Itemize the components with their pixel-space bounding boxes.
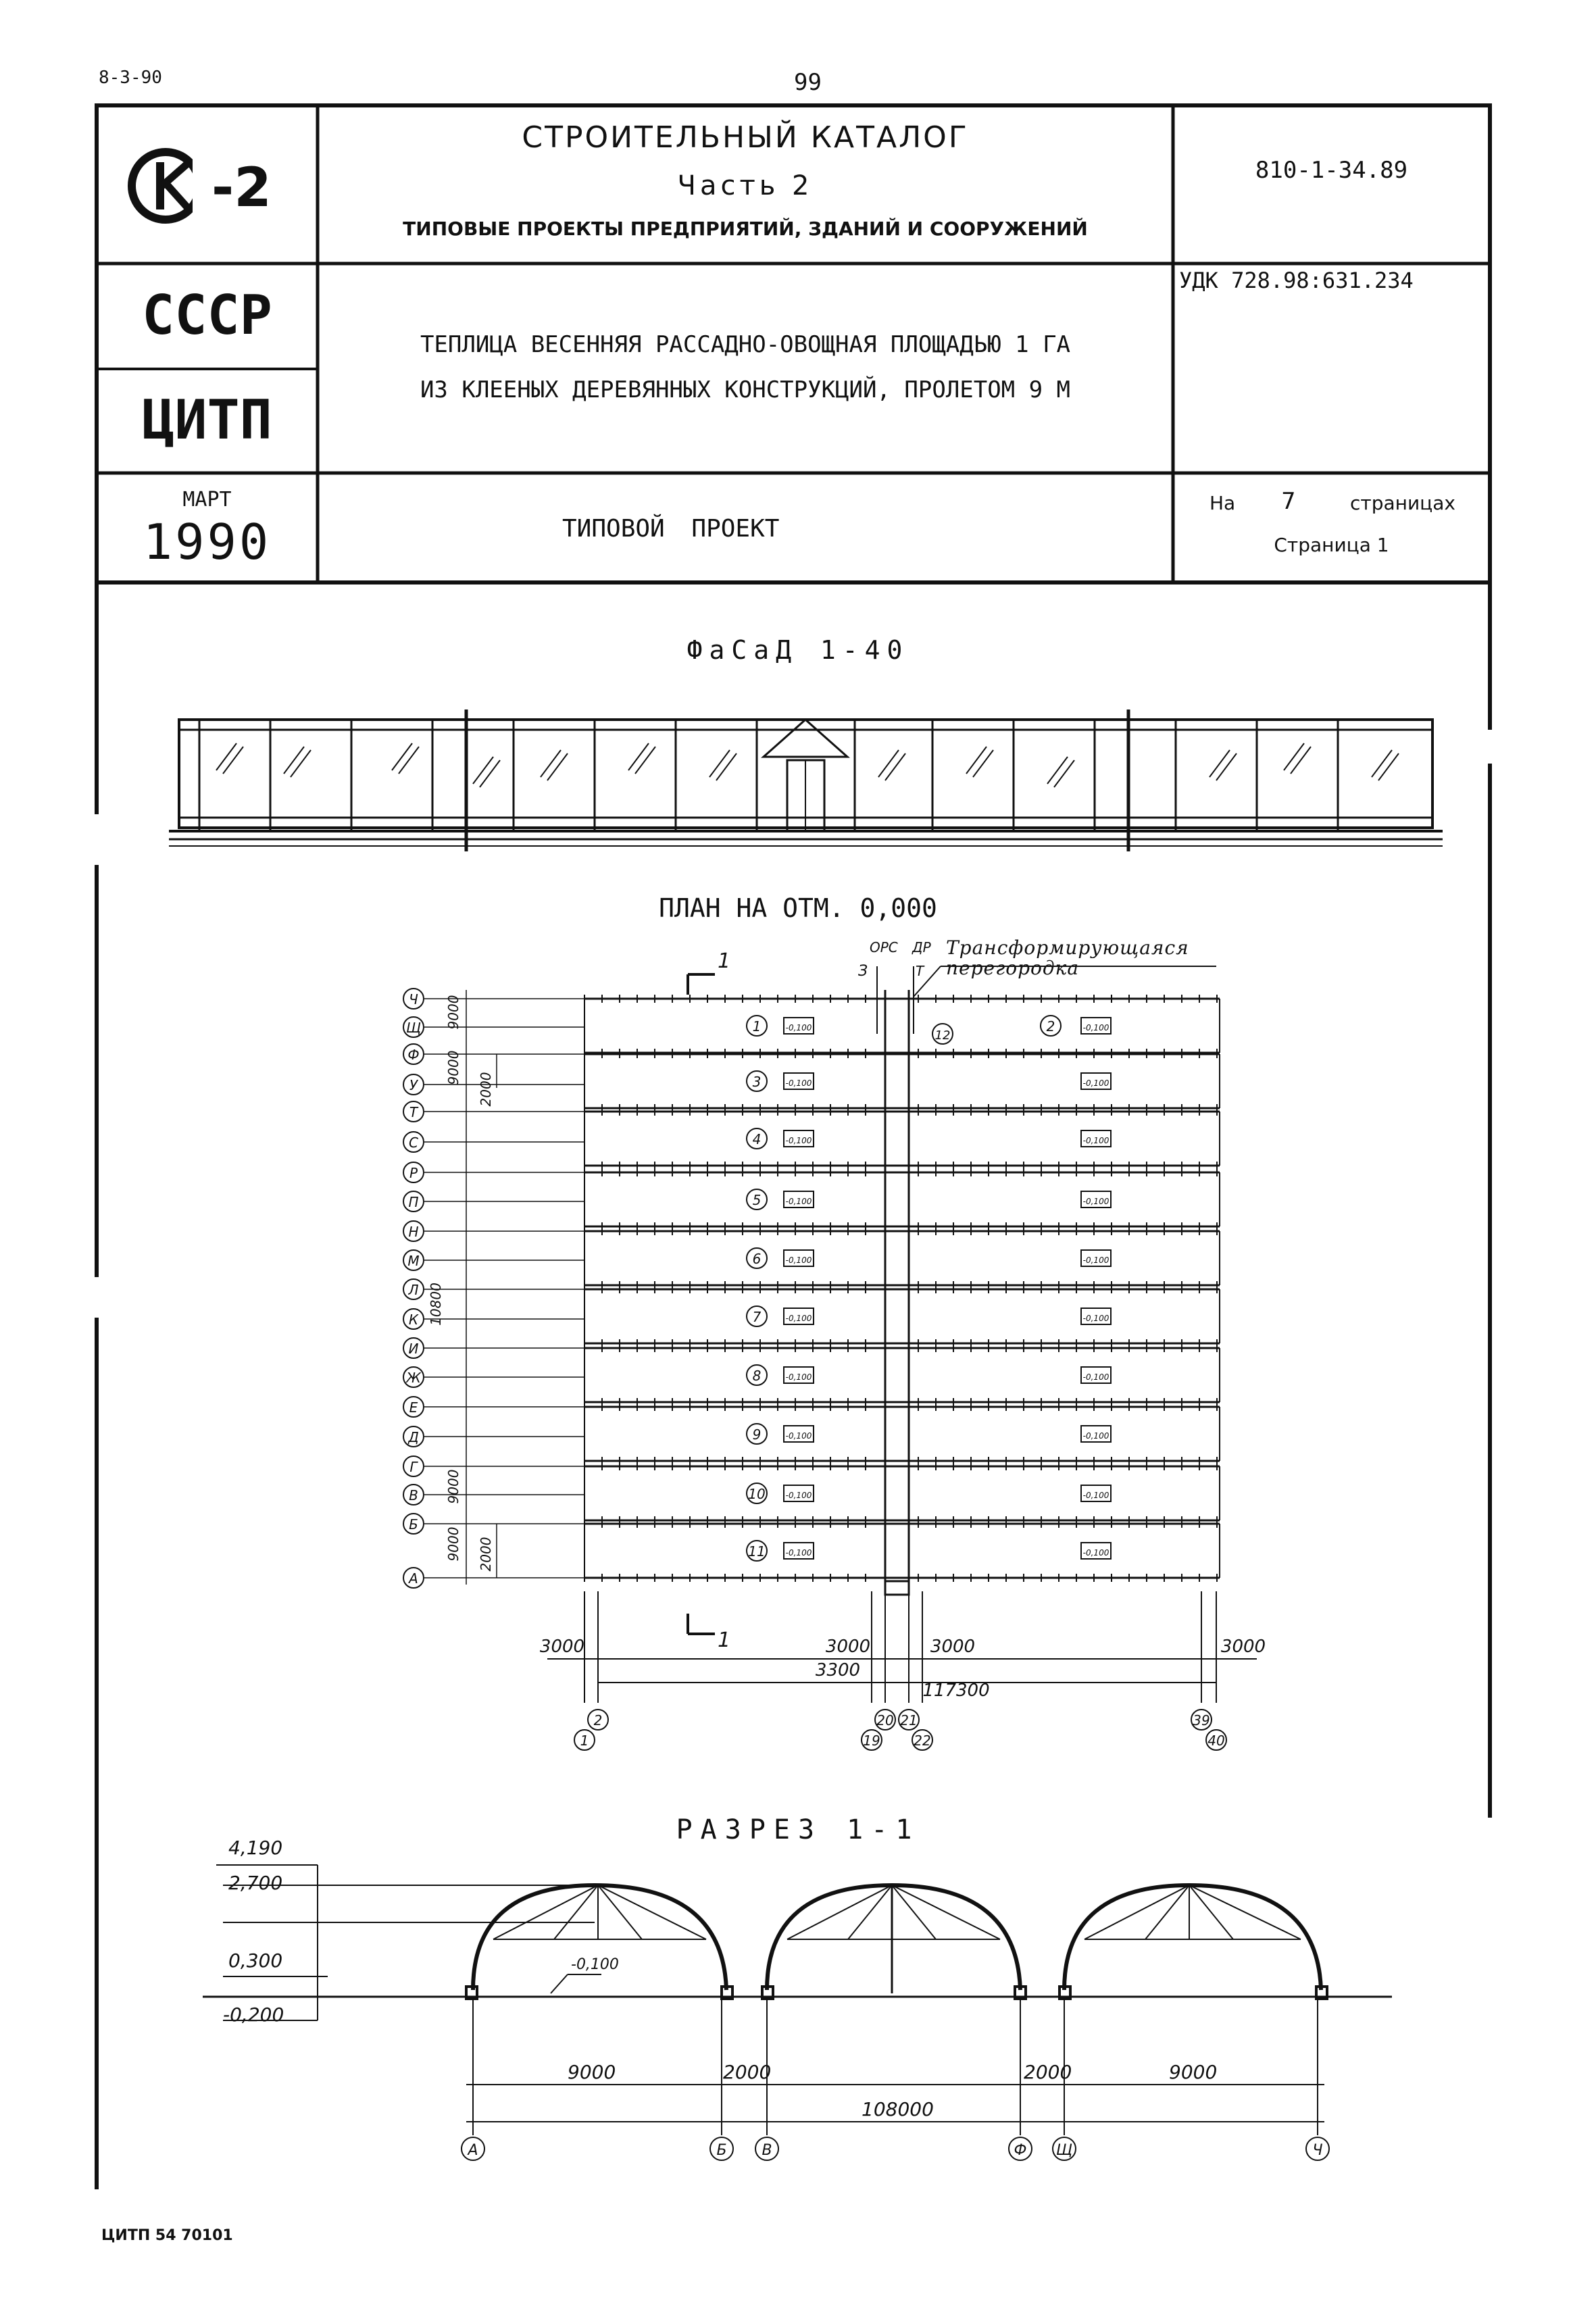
axis-label: К	[408, 1312, 419, 1328]
room-level: -0,100	[785, 1491, 812, 1500]
axis-label: 39	[1193, 1712, 1210, 1728]
floor-level: -0,100	[571, 1956, 619, 1973]
top-label-ors: ОРС	[870, 939, 898, 955]
axis-label: Ж	[406, 1370, 421, 1386]
udk-code: УДК 728.98:631.234	[1179, 268, 1414, 293]
axis-label: С	[409, 1135, 418, 1151]
room-level: -0,100	[1082, 1078, 1109, 1088]
axis-label: 19	[863, 1733, 880, 1749]
date-month: МАРТ	[182, 488, 232, 512]
room-number: 8	[752, 1368, 762, 1384]
section-title: РАЗРЕЗ 1-1	[676, 1814, 920, 1845]
corner-code: 8-3-90	[99, 68, 162, 88]
pages-suffix: страницах	[1350, 492, 1455, 514]
plan-dim-left: 9000	[445, 1050, 462, 1085]
axis-label: 21	[900, 1712, 918, 1728]
section-dim-4: 9000	[1169, 2061, 1218, 2083]
plan-dim-left: 10800	[428, 1283, 444, 1326]
axis-label: Т	[409, 1104, 418, 1120]
axis-label: Б	[716, 2142, 727, 2159]
axis-label: Д	[408, 1429, 419, 1445]
axis-label: В	[409, 1487, 418, 1503]
room-level: -0,100	[785, 1136, 812, 1145]
axis-label: И	[408, 1341, 419, 1357]
room-level: -0,100	[1082, 1372, 1109, 1382]
room-level: -0,100	[1082, 1491, 1109, 1500]
axis-label: 40	[1207, 1733, 1225, 1749]
room-level: -0,100	[1082, 1023, 1109, 1032]
project-code: 810-1-34.89	[1255, 157, 1408, 184]
room-number: 3	[752, 1074, 762, 1090]
institute-label: ЦИТП	[142, 389, 272, 451]
plan-dim-left: 2000	[478, 1072, 494, 1107]
top-label-dr: ДР	[912, 939, 931, 955]
axis-label: Е	[409, 1399, 418, 1416]
svg-text:-2: -2	[211, 156, 272, 219]
room-level: -0,100	[785, 1255, 812, 1265]
room-level: -0,100	[785, 1023, 812, 1032]
section-dim-1: 9000	[568, 2061, 616, 2083]
plan-dim-bottom: 3000	[930, 1637, 976, 1657]
catalog-subtitle: ТИПОВЫЕ ПРОЕКТЫ ПРЕДПРИЯТИЙ, ЗДАНИЙ И СООРУЖЕНИЙ	[403, 218, 1088, 240]
room-number: 2	[1046, 1018, 1055, 1035]
axis-label: Щ	[1055, 2142, 1073, 2159]
plan-dim-bottom: 3300	[815, 1660, 861, 1681]
room-number: 7	[752, 1309, 762, 1325]
axis-label: А	[468, 2142, 478, 2159]
room-number: 10	[748, 1486, 766, 1502]
country-label: СССР	[142, 284, 272, 347]
section-dim-2: 2000	[723, 2061, 772, 2083]
axis-label: 2	[593, 1712, 603, 1728]
plan-dim-left: 9000	[445, 1526, 462, 1562]
room-number: 5	[752, 1192, 762, 1208]
current-page: Страница 1	[1274, 534, 1389, 556]
axis-label: У	[409, 1077, 418, 1093]
room-level: -0,100	[1082, 1197, 1109, 1206]
room-level: -0,100	[785, 1078, 812, 1088]
axis-label: 20	[876, 1712, 894, 1728]
top-label-t: Т	[916, 963, 924, 979]
pages-prefix: На	[1210, 492, 1236, 514]
section-mark-bottom: 1	[718, 1628, 731, 1652]
plan-dim-left: 9000	[445, 995, 462, 1030]
date-year: 1990	[143, 514, 272, 570]
project-title-line1: ТЕПЛИЦА ВЕСЕННЯЯ РАССАДНО-ОВОЩНАЯ ПЛОЩАДЬЮ 1 ГА	[420, 331, 1071, 358]
level-4190: 4,190	[228, 1837, 283, 1859]
axis-label: Ф	[407, 1047, 420, 1063]
room-level: -0,100	[785, 1372, 812, 1382]
room-number: 4	[752, 1131, 762, 1147]
axis-label: В	[762, 2142, 772, 2159]
plan-note: Трансформирующаяся перегородка	[946, 937, 1189, 979]
room-level: -0,100	[1082, 1255, 1109, 1265]
plan-dim-bottom: 3000	[825, 1637, 871, 1657]
room-number: 1	[752, 1018, 762, 1035]
level-minus-0200: -0,200	[223, 2003, 284, 2026]
pages-count: 7	[1281, 488, 1296, 515]
room-level: -0,100	[785, 1197, 812, 1206]
axis-label: М	[407, 1253, 420, 1269]
room-level: -0,100	[1082, 1136, 1109, 1145]
catalog-part: Часть 2	[677, 170, 814, 201]
room-level: -0,100	[1082, 1314, 1109, 1323]
plan-title: ПЛАН НА ОТМ. 0,000	[659, 893, 937, 923]
project-title-line2: ИЗ КЛЕЕНЫХ ДЕРЕВЯННЫХ КОНСТРУКЦИЙ, ПРОЛЕТОМ 9 М	[420, 376, 1071, 403]
room-level: -0,100	[1082, 1431, 1109, 1441]
footer-code: ЦИТП 54 70101	[101, 2227, 233, 2244]
axis-label: 1	[580, 1733, 589, 1749]
room-number: 11	[748, 1543, 766, 1560]
axis-label: Н	[408, 1224, 419, 1240]
axis-label: 22	[914, 1733, 931, 1749]
top-label-z: З	[858, 963, 868, 980]
doc-type: ТИПОВОЙ ПРОЕКТ	[562, 515, 780, 543]
axis-label: Ч	[409, 991, 418, 1007]
facade-title: ФаСаД 1-40	[687, 635, 909, 665]
axis-label: П	[408, 1194, 419, 1210]
plan-dim-bottom: 3000	[539, 1637, 585, 1657]
axis-label: Г	[409, 1459, 418, 1475]
plan-dim-left: 9000	[445, 1469, 462, 1504]
axis-label: Щ	[406, 1020, 421, 1036]
axis-label: Б	[409, 1516, 418, 1533]
section-dim-3: 2000	[1024, 2061, 1072, 2083]
axis-label: Л	[408, 1282, 419, 1298]
axis-label: А	[409, 1570, 418, 1587]
section-dim-total: 108000	[862, 2098, 934, 2120]
room-level: -0,100	[785, 1548, 812, 1558]
level-2700: 2,700	[228, 1872, 283, 1894]
level-0300: 0,300	[228, 1949, 283, 1972]
plan-dim-bottom: 117300	[922, 1681, 990, 1701]
room-level: -0,100	[785, 1314, 812, 1323]
room-number: 9	[752, 1426, 762, 1443]
room-level: -0,100	[1082, 1548, 1109, 1558]
plan-dim-left: 2000	[478, 1537, 494, 1572]
room-number: 12	[934, 1028, 951, 1043]
axis-label: Ч	[1312, 2142, 1323, 2159]
room-number: 6	[752, 1251, 762, 1267]
axis-label: Ф	[1014, 2142, 1027, 2159]
section-mark-top: 1	[718, 949, 731, 973]
catalog-title: СТРОИТЕЛЬНЫЙ КАТАЛОГ	[522, 120, 969, 155]
room-level: -0,100	[785, 1431, 812, 1441]
page-number: 99	[794, 69, 822, 96]
plan-dim-bottom: 3000	[1220, 1637, 1266, 1657]
axis-label: Р	[409, 1165, 418, 1181]
